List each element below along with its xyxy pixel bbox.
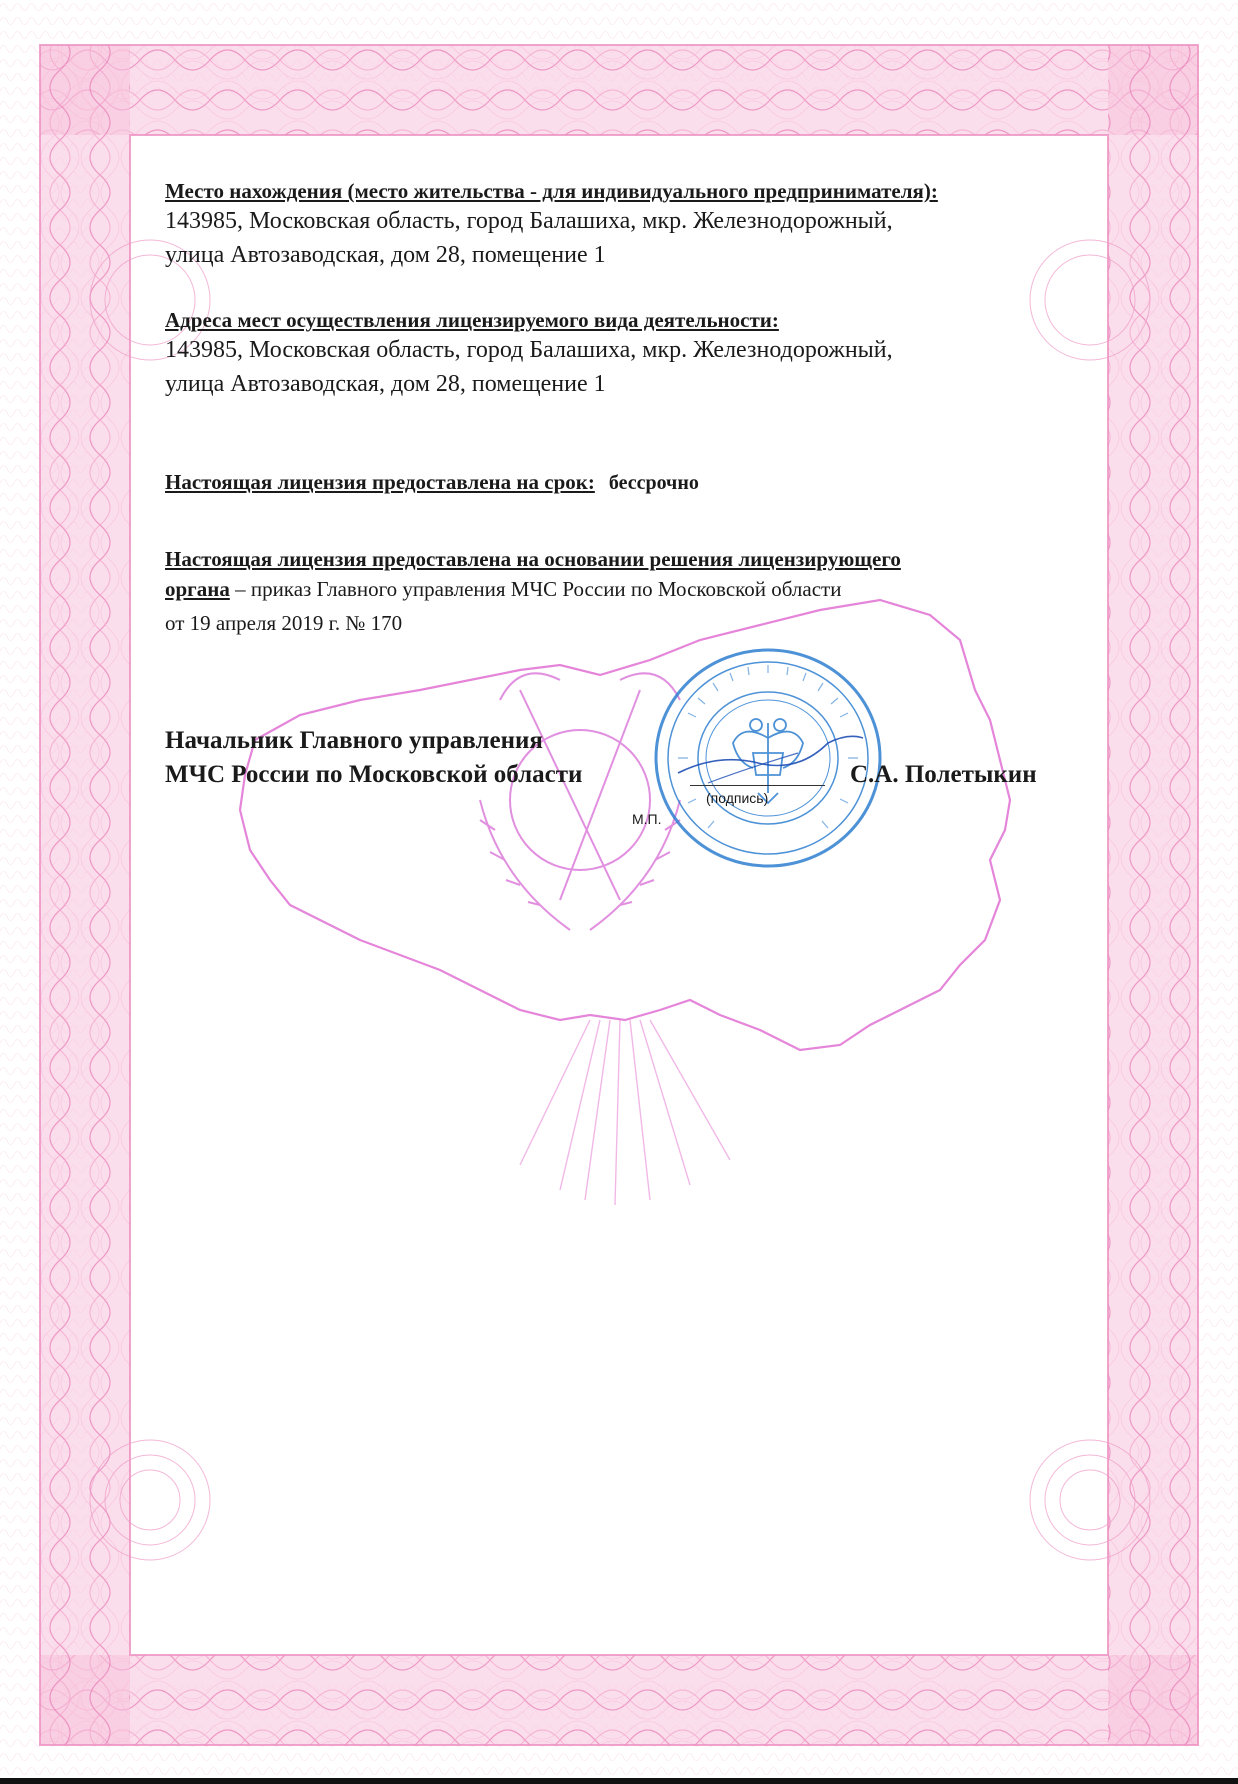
location-line-2: улица Автозаводская, дом 28, помещение 1 bbox=[165, 242, 606, 269]
location-section bbox=[165, 178, 1105, 272]
activity-addresses-section bbox=[165, 307, 1105, 401]
location-heading: Место нахождения (место жительства - для индивидуального предпринимателя): bbox=[165, 179, 938, 203]
signatory-role-line-2: МЧС России по Московской области bbox=[165, 761, 583, 788]
signatory-name: С.А. Полетыкин bbox=[850, 761, 1037, 788]
basis-order-text: приказ Главного управления МЧС России по Московской области bbox=[250, 577, 842, 602]
term-value: бессрочно bbox=[608, 472, 699, 494]
signatory-role bbox=[165, 724, 582, 792]
location-line-1: 143985, Московская область, город Балашиха, мкр. Железнодорожный, bbox=[165, 208, 893, 235]
signatory-role-line-1: Начальник Главного управления bbox=[165, 727, 543, 754]
term-section bbox=[165, 469, 1105, 495]
stamp-place-label: М.П. bbox=[632, 811, 662, 827]
activity-address-line-1: 143985, Московская область, город Балашиха, мкр. Железнодорожный, bbox=[165, 337, 893, 364]
signature-line bbox=[690, 785, 825, 786]
term-label: Настоящая лицензия предоставлена на срок: bbox=[165, 470, 595, 494]
activity-address-line-2: улица Автозаводская, дом 28, помещение 1 bbox=[165, 371, 606, 398]
basis-order-line bbox=[165, 572, 1105, 606]
basis-dash: – bbox=[229, 577, 251, 602]
basis-order-date: от 19 апреля 2019 г. № 170 bbox=[165, 611, 403, 636]
basis-section bbox=[165, 546, 1105, 640]
basis-heading-organ: органа bbox=[165, 577, 230, 602]
signature-hint: (подпись) bbox=[706, 790, 769, 806]
activity-addresses-heading: Адреса мест осуществления лицензируемого вида деятельности: bbox=[165, 308, 779, 332]
scan-edge bbox=[0, 1778, 1238, 1784]
basis-heading: Настоящая лицензия предоставлена на основании решения лицензирующего bbox=[165, 547, 901, 571]
